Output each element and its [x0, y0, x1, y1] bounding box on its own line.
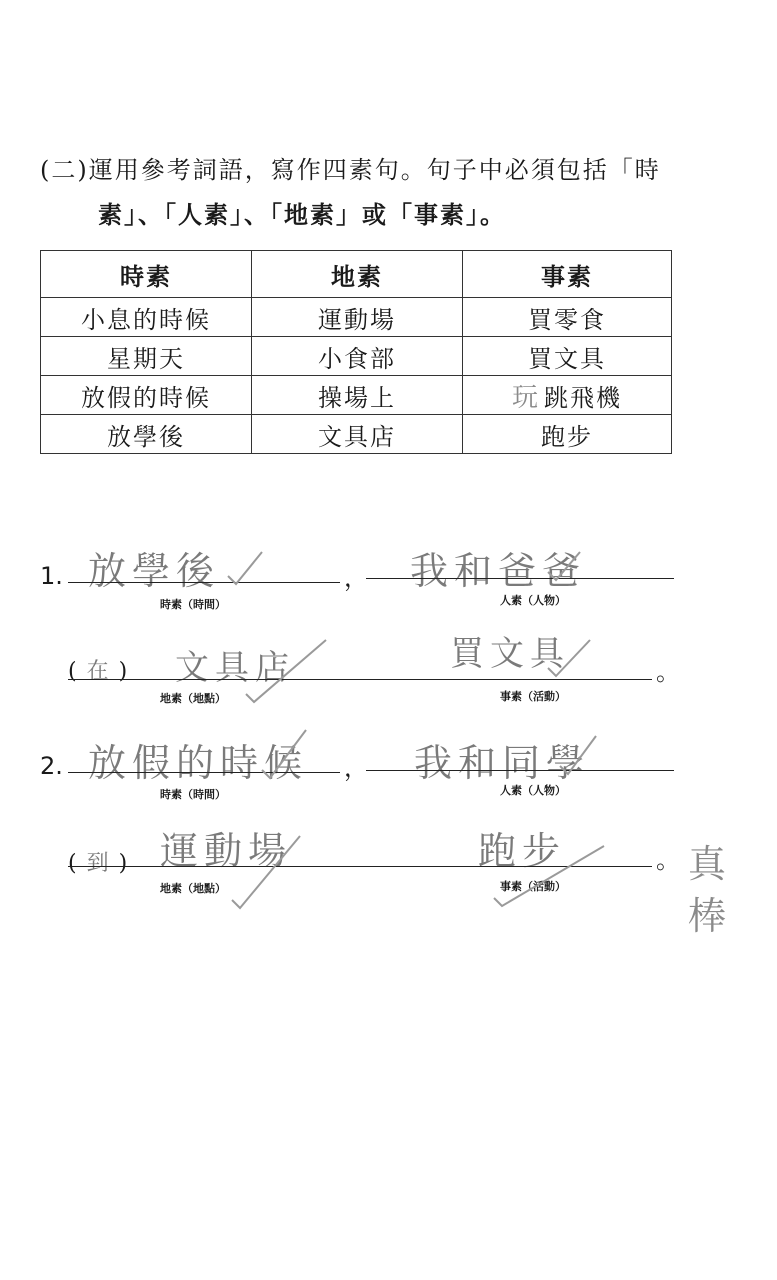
- handwritten-event-answer: 買文具: [450, 634, 570, 674]
- caption-place: 地素（地點）: [160, 692, 226, 705]
- period: 。: [656, 658, 680, 686]
- table-cell: 買零食: [463, 298, 672, 337]
- caption-event: 事素（活動）: [500, 880, 566, 893]
- table-cell: [463, 376, 672, 415]
- header-place: 地素: [252, 251, 463, 298]
- handwritten-time-answer: 放假的時候: [88, 741, 309, 785]
- header-time: 時素: [41, 251, 252, 298]
- table-row: [41, 376, 672, 415]
- answer-line-person: [366, 770, 674, 771]
- table-row: [41, 337, 672, 376]
- handwritten-addition: 玩: [511, 382, 540, 413]
- handwritten-time-answer: 放學後: [88, 549, 221, 593]
- comma: ，: [344, 564, 368, 592]
- handwritten-event-answer: 跑步: [478, 829, 567, 873]
- reference-word-table: [40, 250, 672, 454]
- table-cell: 放學後: [41, 415, 252, 454]
- handwritten-preposition: 到: [86, 851, 109, 876]
- answer-line-place-event: [68, 679, 652, 680]
- table-cell: 操場上: [252, 376, 463, 415]
- answer-line-place-event: [68, 866, 652, 867]
- table-cell: 放假的時候: [41, 376, 252, 415]
- table-row: [41, 415, 672, 454]
- caption-person: 人素（人物）: [500, 594, 566, 607]
- table-cell: 買文具: [463, 337, 672, 376]
- handwritten-person-answer: 我和爸爸: [410, 549, 587, 593]
- handwritten-place-answer: 運動場: [160, 829, 293, 873]
- table-cell: 運動場: [252, 298, 463, 337]
- table-header-row: [41, 251, 672, 298]
- caption-person: 人素（人物）: [500, 784, 566, 797]
- header-event: 事素: [463, 251, 672, 298]
- table-cell: 星期天: [41, 337, 252, 376]
- handwritten-preposition: 在: [86, 659, 109, 684]
- handwritten-place-answer: 文具店: [175, 648, 295, 688]
- preposition-bracket: ( 到 ): [68, 851, 128, 876]
- caption-event: 事素（活動）: [500, 690, 566, 703]
- table-cell: 文具店: [252, 415, 463, 454]
- table-row: [41, 298, 672, 337]
- table-cell: 跑步: [463, 415, 672, 454]
- caption-time: 時素（時間）: [160, 598, 226, 611]
- handwritten-person-answer: 我和同學: [414, 741, 591, 785]
- teacher-comment: 真棒: [687, 842, 726, 938]
- table-cell: 小息的時候: [41, 298, 252, 337]
- caption-place: 地素（地點）: [160, 882, 226, 895]
- table-cell-text: 跳飛機: [544, 383, 622, 412]
- answer-line-time: [68, 582, 340, 583]
- caption-time: 時素（時間）: [160, 788, 226, 801]
- answer-line-time: [68, 772, 340, 773]
- preposition-bracket: ( 在 ): [68, 659, 128, 684]
- instruction-line-2: 素」、「人素」、「地素」或「事素」。: [98, 200, 506, 229]
- instruction-line-1: (二)運用參考詞語，寫作四素句。句子中必須包括「時: [40, 156, 661, 184]
- question-number: 2.: [40, 752, 63, 780]
- answer-line-person: [366, 578, 674, 579]
- period: 。: [656, 846, 680, 874]
- comma: ，: [344, 754, 368, 782]
- question-number: 1.: [40, 562, 63, 590]
- check-mark-icon: [228, 552, 262, 584]
- table-cell: 小食部: [252, 337, 463, 376]
